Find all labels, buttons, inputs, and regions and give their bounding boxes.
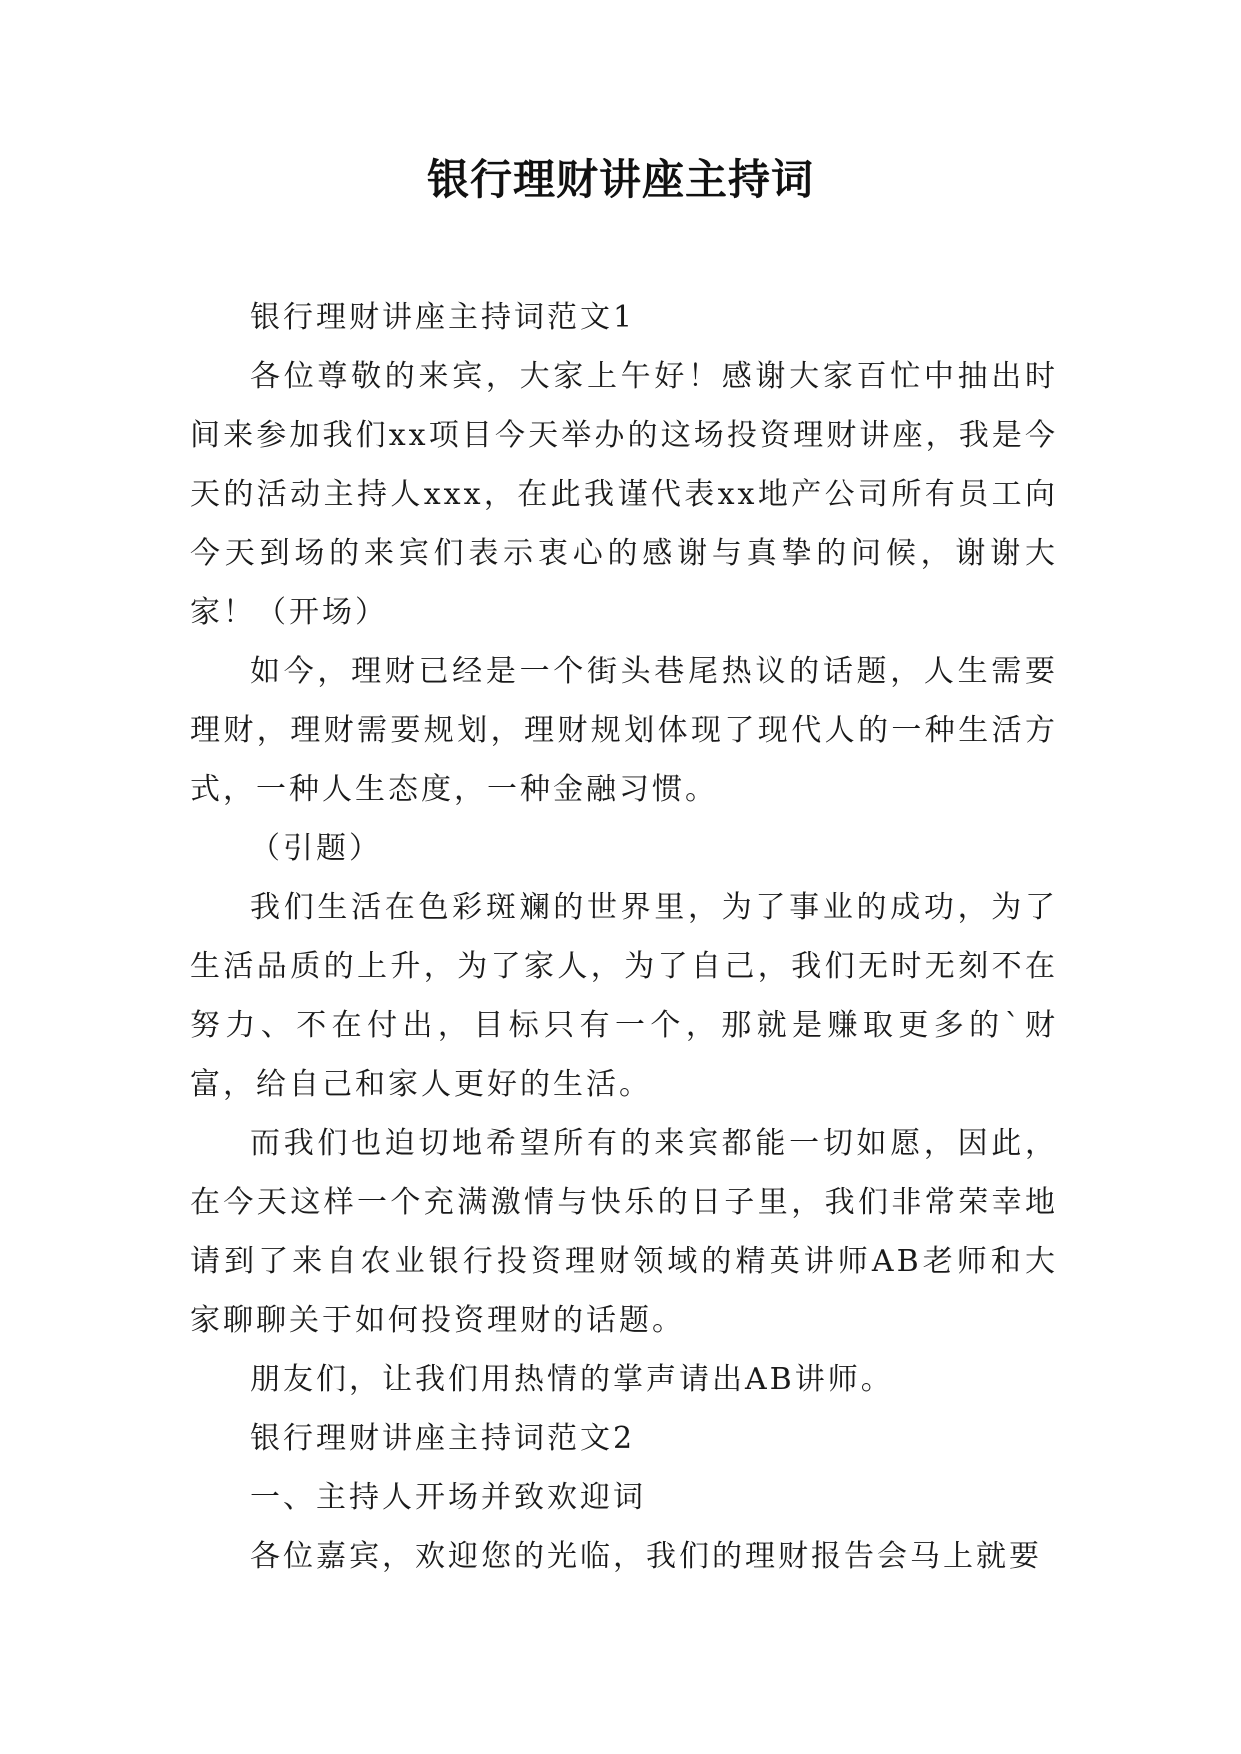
- paragraph: （引题）: [250, 831, 382, 866]
- paragraph: 各位嘉宾，欢迎您的光临，我们的理财报告会马上就要: [250, 1539, 1042, 1574]
- paragraph: 我们生活在色彩斑斓的世界里，为了事业的成功，为了生活品质的上升，为了家人，为了自己，我们无时无刻不在努力、不在付出，目标只有一个，那就是赚取更多的`财富，给自己和家人更好的生活。: [190, 890, 1058, 1102]
- document-title: 银行理财讲座主持词: [426, 155, 814, 204]
- section-heading-2: 银行理财讲座主持词范文2: [250, 1421, 636, 1456]
- paragraph: 一、主持人开场并致欢迎词: [250, 1480, 646, 1515]
- paragraph: 朋友们，让我们用热情的掌声请出AB讲师。: [250, 1362, 894, 1397]
- paragraph: 而我们也迫切地希望所有的来宾都能一切如愿，因此，在今天这样一个充满激情与快乐的日子里，我们非常荣幸地请到了来自农业银行投资理财领域的精英讲师AB老师和大家聊聊关于如何投资理财的话题。: [190, 1126, 1058, 1338]
- paragraph: 各位尊敬的来宾，大家上午好！感谢大家百忙中抽出时间来参加我们xx项目今天举办的这场投资理财讲座，我是今天的活动主持人xxx，在此我谨代表xx地产公司所有员工向今天到场的来宾们表示衷心的感谢与真挚的问候，谢谢大家！（开场）: [190, 359, 1058, 630]
- paragraph: 如今，理财已经是一个街头巷尾热议的话题，人生需要理财，理财需要规划，理财规划体现了现代人的一种生活方式，一种人生态度，一种金融习惯。: [190, 654, 1058, 807]
- document-body: [190, 288, 1058, 1586]
- section-heading-1: 银行理财讲座主持词范文1: [250, 300, 636, 335]
